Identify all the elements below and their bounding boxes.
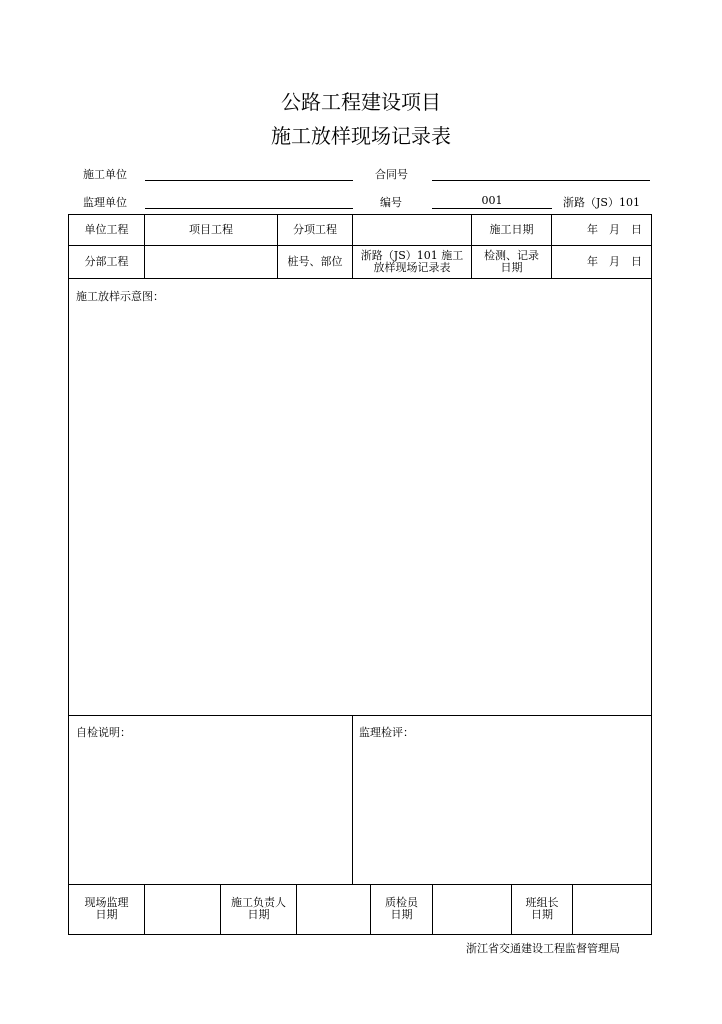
construction-unit-field[interactable] [145,180,353,181]
quality-inspector-line1: 质检员 [385,896,418,909]
quality-inspector-signature[interactable] [433,885,511,933]
unit-project-label: 单位工程 [84,223,129,236]
document-subtitle: 施工放样现场记录表 [271,124,451,148]
inspect-record-date-value[interactable]: 年 月 日 [587,255,642,268]
inspect-record-line2: 日期 [500,261,523,274]
supervision-unit-field[interactable] [145,208,353,209]
inspect-record-date-label [472,246,551,278]
quality-inspector-line2: 日期 [390,908,413,921]
supervision-comment-label: 监理检评： [359,726,414,739]
supervision-comment-area[interactable] [353,716,651,884]
supervision-unit-label: 监理单位 [83,196,127,209]
self-check-label: 自检说明： [76,726,131,739]
stake-position-label: 桩号、部位 [287,255,343,268]
number-value: 001 [481,194,503,207]
team-leader-signature[interactable] [573,885,650,933]
construction-date-value[interactable]: 年 月 日 [587,223,642,236]
team-leader-line1: 班组长 [525,896,559,909]
form-code: 浙路（JS）101 [563,196,640,209]
number-label: 编号 [380,196,402,209]
construction-unit-label: 施工单位 [83,168,127,181]
division-project-label: 分部工程 [84,255,129,268]
construction-lead-line2: 日期 [247,908,270,921]
sub-item-project-value[interactable] [353,215,471,245]
contract-no-field[interactable] [432,180,650,181]
form-reference-line2: 放样现场记录表 [373,261,451,274]
sub-item-project-label: 分项工程 [293,223,337,236]
form-reference [353,246,471,278]
contract-no-label: 合同号 [375,168,408,181]
site-supervisor-label [69,885,144,933]
number-field[interactable] [432,208,552,209]
division-project-value[interactable] [145,246,277,278]
document-title: 公路工程建设项目 [281,90,441,114]
construction-lead-label [221,885,296,933]
issuer: 浙江省交通建设工程监督管理局 [466,942,620,955]
sketch-area[interactable] [69,279,651,715]
quality-inspector-label [371,885,432,933]
construction-lead-signature[interactable] [297,885,370,933]
team-leader-label [512,885,572,933]
team-leader-line2: 日期 [531,908,553,921]
form-reference-line1: 浙路（JS）101 施工 [360,249,464,262]
construction-date-label: 施工日期 [489,223,534,236]
construction-lead-line1: 施工负责人 [231,896,286,909]
self-check-area[interactable] [69,716,352,884]
site-supervisor-signature[interactable] [145,885,220,933]
site-supervisor-line1: 现场监理 [84,896,129,909]
item-project-label: 项目工程 [189,223,233,236]
sketch-label: 施工放样示意图： [76,290,164,303]
site-supervisor-line2: 日期 [95,908,118,921]
inspect-record-line1: 检测、记录 [484,249,539,262]
